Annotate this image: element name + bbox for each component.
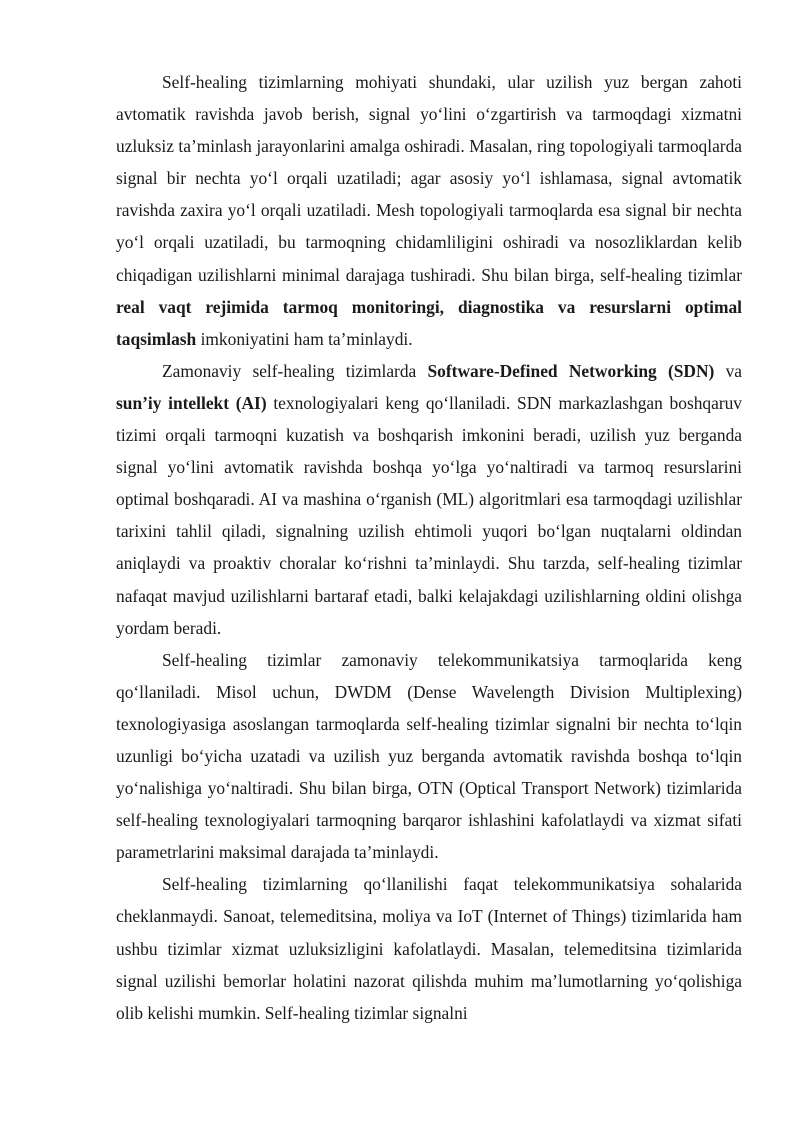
paragraph-2-text-connector: va: [714, 360, 742, 381]
paragraph-2-bold-sdn: Software-Defined Networking (SDN): [427, 360, 715, 381]
paragraph-3-text: Self-healing tizimlar zamonaviy telekommunikatsiya tarmoqlarida keng qo‘llaniladi. Misol uchun, DWDM (Dense Wavelength Division Multiplexing) texnologiyasiga asoslangan tarmoqlarda self-healing tizimlar signalni bir nechta to‘lqin uzunligi bo‘yicha uzatadi va uzilish yuz berganda avtomatik ravishda boshqa to‘lqin yo‘nalishiga yo‘naltiradi. Shu bilan birga, OTN (Optical Transport Network) tizimlarida self-healing texnologiyalari tarmoqning barqaror ishlashini kafolatlaydi va xizmat sifati parametrlarini maksimal darajada ta’minlaydi.: [116, 649, 742, 863]
paragraph-4: [116, 868, 742, 1028]
paragraph-1: [116, 66, 742, 355]
paragraph-2-text: Zamonaviy self-healing tizimlarda: [162, 360, 428, 381]
paragraph-1-text-end: imkoniyatini ham ta’minlaydi.: [196, 328, 413, 349]
paragraph-4-text: Self-healing tizimlarning qo‘llanilishi faqat telekommunikatsiya sohalarida cheklanmaydi. Sanoat, telemeditsina, moliya va IoT (Internet of Things) tizimlarida ham ushbu tizimlar xizmat uzluksizligini kafolatlaydi. Masalan, telemeditsina tizimlarida signal uzilishi bemorlar holatini nazorat qilishda muhim ma’lumotlarning yo‘qolishiga olib kelishi mumkin. Self-healing tizimlar signalni: [116, 874, 742, 1023]
paragraph-2-text-end: texnologiyalari keng qo‘llaniladi. SDN markazlashgan boshqaruv tizimi orqali tarmoqni kuzatish va boshqarish imkonini beradi, uzilish yuz berganda signal yo‘lini avtomatik ravishda boshqa yo‘lga yo‘naltiradi va tarmoq resurslarini optimal boshqaradi. AI va mashina o‘rganish (ML) algoritmlari esa tarmoqdagi uzilishlar tarixini tahlil qiladi, signalning uzilish ehtimoli yuqori bo‘lgan nuqtalarni oldindan aniqlaydi va proaktiv choralar ko‘rishni ta’minlaydi. Shu tarzda, self-healing tizimlar nafaqat mavjud uzilishlarni bartaraf etadi, balki kelajakdagi uzilishlarning oldini olishga yordam beradi.: [116, 392, 742, 638]
paragraph-1-text: Self-healing tizimlarning mohiyati shundaki, ular uzilish yuz bergan zahoti avtomatik ravishda javob berish, signal yo‘lini o‘zgartirish va tarmoqdagi xizmatni uzluksiz ta’minlash jarayonlarini amalga oshiradi. Masalan, ring topologiyali tarmoqlarda signal bir nechta yo‘l orqali uzatiladi; agar asosiy yo‘l ishlamasa, signal avtomatik ravishda zaxira yo‘l orqali uzatiladi. Mesh topologiyali tarmoqlarda esa signal bir nechta yo‘l orqali uzatiladi, bu tarmoqning chidamliligini oshiradi va nosozliklardan kelib chiqadigan uzilishlarni minimal darajaga tushiradi. Shu bilan birga, self-healing tizimlar: [116, 72, 742, 285]
document-page: [116, 66, 742, 1029]
paragraph-1-bold-phrase: real vaqt rejimida tarmoq monitoringi, diagnostika va resurslarni optimal taqsimlash: [116, 296, 742, 349]
paragraph-3: [116, 644, 742, 869]
paragraph-2-bold-ai: sun’iy intellekt (AI): [116, 392, 267, 413]
paragraph-2: [116, 355, 742, 644]
